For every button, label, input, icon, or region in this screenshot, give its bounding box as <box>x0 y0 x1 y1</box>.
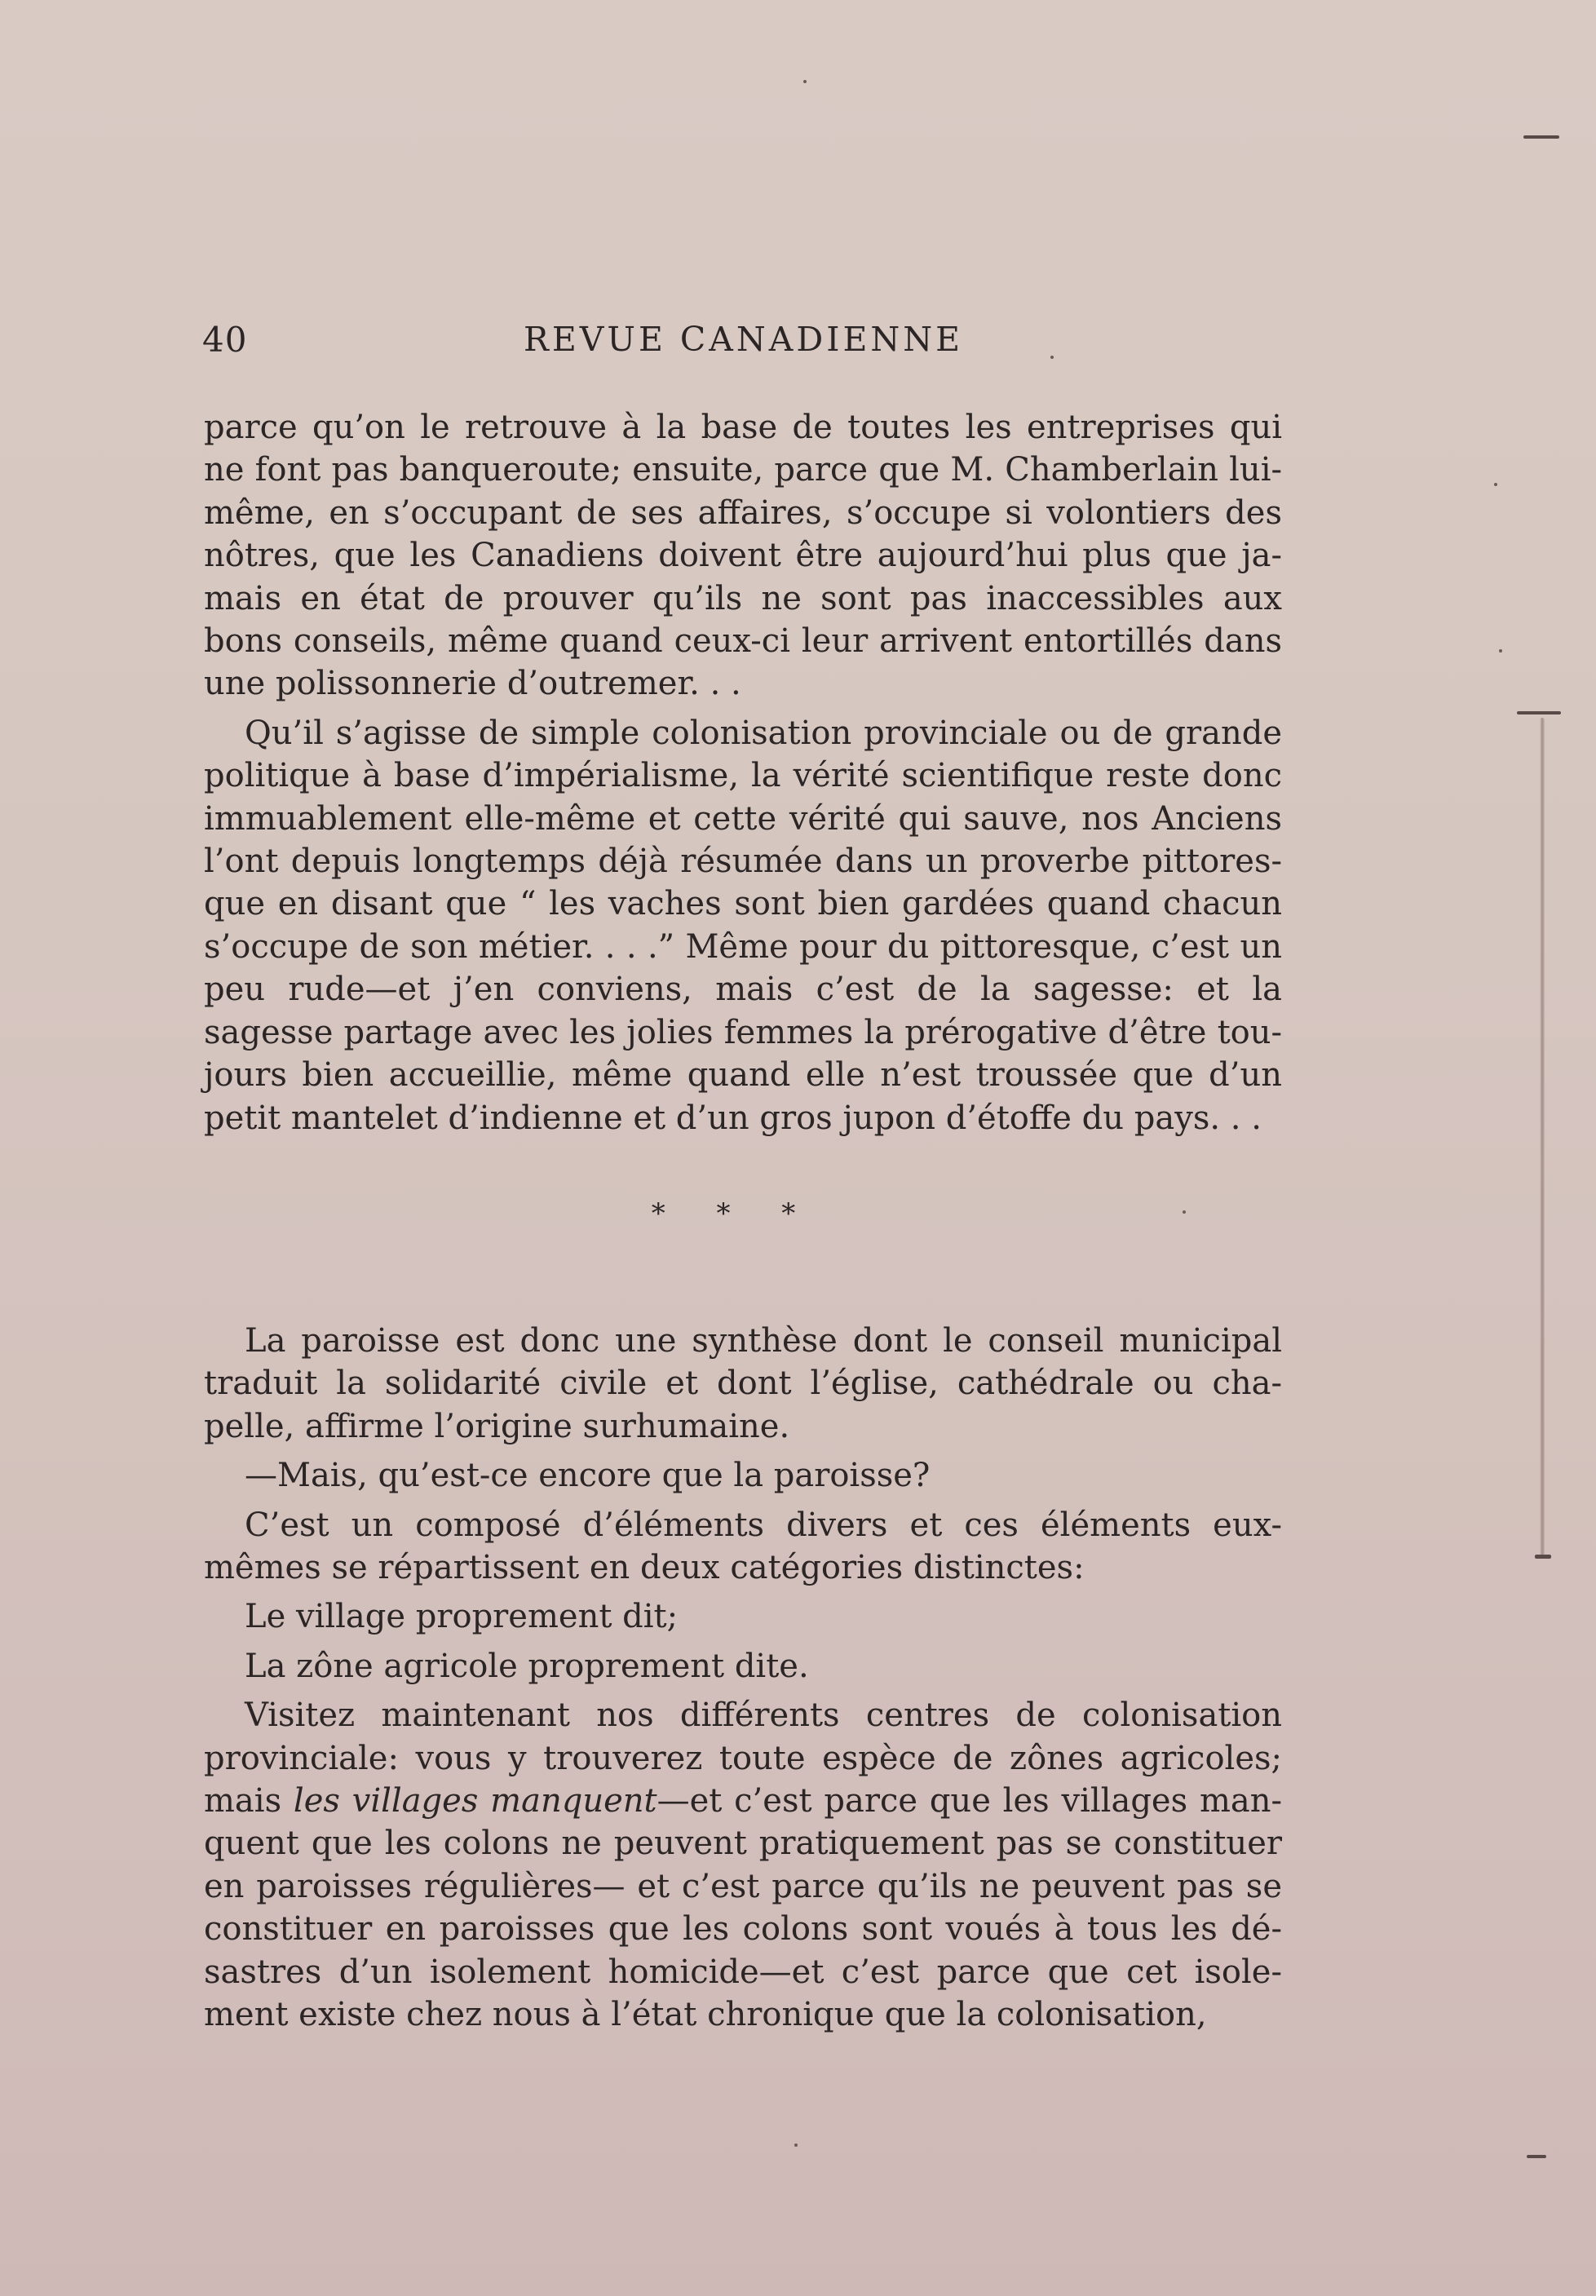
body-text-top <box>204 406 1282 1139</box>
binding-mark <box>1535 1555 1551 1559</box>
binding-mark <box>1523 135 1559 139</box>
paper-speck <box>1494 483 1497 486</box>
paragraph <box>204 1694 1282 2036</box>
paragraph: C’est un composé d’éléments divers et ces éléments eux-mêmes se répartissent en deux catégories distinctes: <box>204 1506 1282 1587</box>
paragraph: —Mais, qu’est-ce encore que la paroisse? <box>245 1457 931 1495</box>
binding-mark <box>1517 711 1561 714</box>
paper-speck <box>1050 356 1054 359</box>
paragraph: La paroisse est donc une synthèse dont le conseil municipal traduit la solidarité civile et dont l’église, cathédrale ou cha-pelle, affirme l’origine surhumaine. <box>204 1322 1282 1445</box>
body-text-bottom <box>204 1320 1282 2037</box>
paper-speck <box>803 80 807 83</box>
paragraph: Qu’il s’agisse de simple colonisation provinciale ou de grande politique à base d’impérialisme, la vérité scientifique reste donc immuablement elle-même et cette vérité qui sauve, nos Anciens l’ont depuis longtemps déjà résumée dans un proverbe pittores-que en disant que “ les vaches sont bien gardées quand chacun s’occupe de son métier. . . .” Même pour du pittoresque, c’est un peu rude—et j’en conviens, mais c’est de la sagesse: et la sagesse partage avec les jolies femmes la prérogative d’être tou-jours bien accueillie, même quand elle n’est troussée que d’un petit mantelet d’indienne et d’un gros jupon d’étoffe du pays. . . <box>204 714 1282 1137</box>
italic-text: les villages manquent <box>293 1782 657 1820</box>
page-number: 40 <box>202 320 248 360</box>
paper-speck <box>1183 1210 1186 1214</box>
paper-speck <box>794 2143 798 2147</box>
section-separator: * * * <box>651 1197 817 1230</box>
text-run: Visitez maintenant nos différents centres de colonisation provinciale: vous y trouverez toute espèce de zônes agricoles; mais <box>204 1697 1282 1820</box>
paper-speck <box>1499 649 1502 653</box>
paragraph: La zône agricole proprement dite. <box>245 1647 809 1685</box>
text-run: —et c’est parce que les villages man-quent que les colons ne peuvent pratiquement pas se constituer en paroisses régulières— et c’est parce qu’ils ne peuvent pas se constituer en paroisses que les colons sont voués à tous les dé-sastres d’un isolement homicide—et c’est parce que cet isole-ment existe chez nous à l’état chronique que la colonisation, <box>204 1782 1282 2034</box>
paragraph: parce qu’on le retrouve à la base de toutes les entreprises qui ne font pas banqueroute; ensuite, parce que M. Chamberlain lui-même, en s’occupant de ses affaires, s’occupe si volontiers des nôtres, que les Canadiens doivent être aujourd’hui plus que ja-mais en état de prouver qu’ils ne sont pas inaccessibles aux bons conseils, même quand ceux-ci leur arrivent entortillés dans une polissonnerie d’outremer. . . <box>204 409 1282 703</box>
paragraph: Le village proprement dit; <box>245 1598 679 1636</box>
binding-shadow <box>1540 718 1545 1558</box>
binding-mark <box>1527 2155 1546 2158</box>
page-header <box>202 320 1279 365</box>
running-title: REVUE CANADIENNE <box>524 320 964 359</box>
